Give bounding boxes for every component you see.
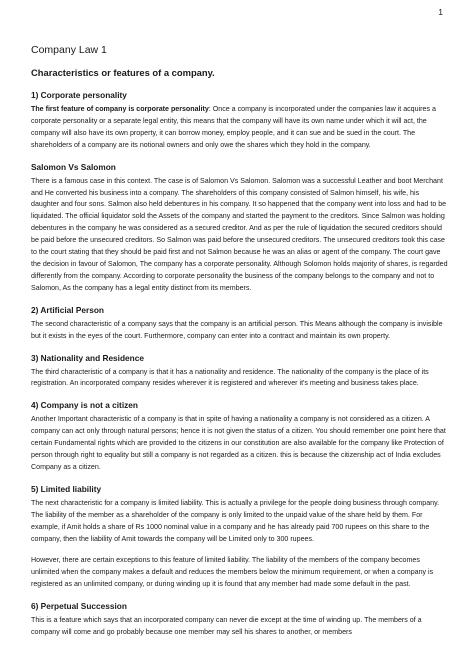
- section-heading-not-citizen: 4) Company is not a citizen: [31, 400, 138, 411]
- section-text-limited-liability: The next characteristic for a company is limited liability. This is actually a privilege for the people doing business through company. The liability of the member as a shareholder of the company is only limited to the unpaid value of the share held by them. For example, if Amit holds a share of Rs 1000 nominal value in a company and he has already paid 700 rupees on this share to the company, then the liability of Amit towards the company will be Limited only to 300 rupees.: [31, 498, 440, 543]
- section-heading-corporate-personality: 1) Corporate personality: [31, 90, 127, 100]
- section-text-artificial-person: The second characteristic of a company says that the company is an artificial person. This Means although the company is invisible but it exists in the eyes of the court. Furthermore, company can enter into a contract and maintain its own property.: [31, 319, 443, 340]
- lead-bold-term: corporate personality: [136, 105, 209, 113]
- document-subtitle: Characteristics or features of a company.: [31, 67, 215, 78]
- section-heading-salomon: Salomon Vs Salomon: [31, 161, 116, 172]
- section-heading-nationality: 3) Nationality and Residence: [31, 352, 144, 363]
- section-heading-artificial-person: 2) Artificial Person: [31, 304, 105, 315]
- section-text-not-citizen: Another Important characteristic of a company is that in spite of having a nationality a company is not considered as a citizen. A company can act only through natural persons; hence it is not given the status of a citizen. You should remember one point here that certain Fundamental rights which are provided to the citizens in our constitution are also available for the company like Protection of person through right to equality but still a company is not regarded as a citizen. this is because the citizenship act of India excludes Company as a citizen.: [31, 415, 446, 471]
- section-text-perpetual-succession: This is a feature which says that an incorporated company can never die except at the time of winding up. The members of a company will come and go probably because one member may sell his shares to another, or members: [31, 616, 422, 637]
- section-text-nationality: The third characteristic of a company is that it has a nationality and residence. The nationality of the company is the place of its registration. An incorporated company resides wherever it is registered and wherever it's meeting and business takes place.: [31, 367, 429, 388]
- page-number: 1: [438, 7, 443, 17]
- document-title: Company Law 1: [31, 44, 107, 56]
- section-heading-perpetual-succession: 6) Perpetual Succession: [31, 601, 127, 612]
- section-text-limited-liability-exceptions: However, there are certain exceptions to this feature of limited liability. The liability of the members of the company becomes unlimited when the company makes a default and reduces the members below the minimum requirement, or when a company is registered as an unlimited company, or during winding up it is found that any member had made some default in the past.: [31, 556, 434, 589]
- document-body: [31, 44, 449, 649]
- lead-bold-text: The first feature of company is: [31, 105, 137, 113]
- section-heading-limited-liability: 5) Limited liability: [31, 483, 102, 494]
- section-text-corporate-personality: [31, 104, 449, 152]
- section-text-salomon: There is a famous case in this context. The case is of Salomon Vs Salomon. Salomon was a successful Leather and boot Merchant and He converted his business into a company. The shareholders of this company consisted of Salmon himself, his wife, his daughter and four sons. Salmon also held debentures in his company. It so happened that the company went into loss and had to be liquidated. The official liquidator sold the Assets of the company and started the payment to the creditors. Since Salmon was holding debentures in the company he was considered as a secured creditor. And as per the rule of liquidation the secured creditors should be paid before the unsecured creditors. So Salmon was paid before the unsecured creditors. The unsecured creditors took this case to the court stating that they should be paid first and not Salmon because he was an alias or agent of the company. The court gave the decision in favour of Salomon, The company has a corporate personality. Although Solomon holds majority of shares, is regarded differently from the company. According to corporate personality the business of the company belongs to the company and not to Salomon, As the company has a legal entity distinct from its members.: [31, 176, 448, 292]
- section-body: : Once a company is incorporated under the companies law it acquires a corporate personality or a separate legal entity, this means that the company will have its own name under which it will act, the company will also have its own property, it can borrow money, employ people, and it can sue and be sued in the court. The shareholders of a company are its notional owners and only owe the shares which they hold in the company.: [31, 105, 436, 149]
